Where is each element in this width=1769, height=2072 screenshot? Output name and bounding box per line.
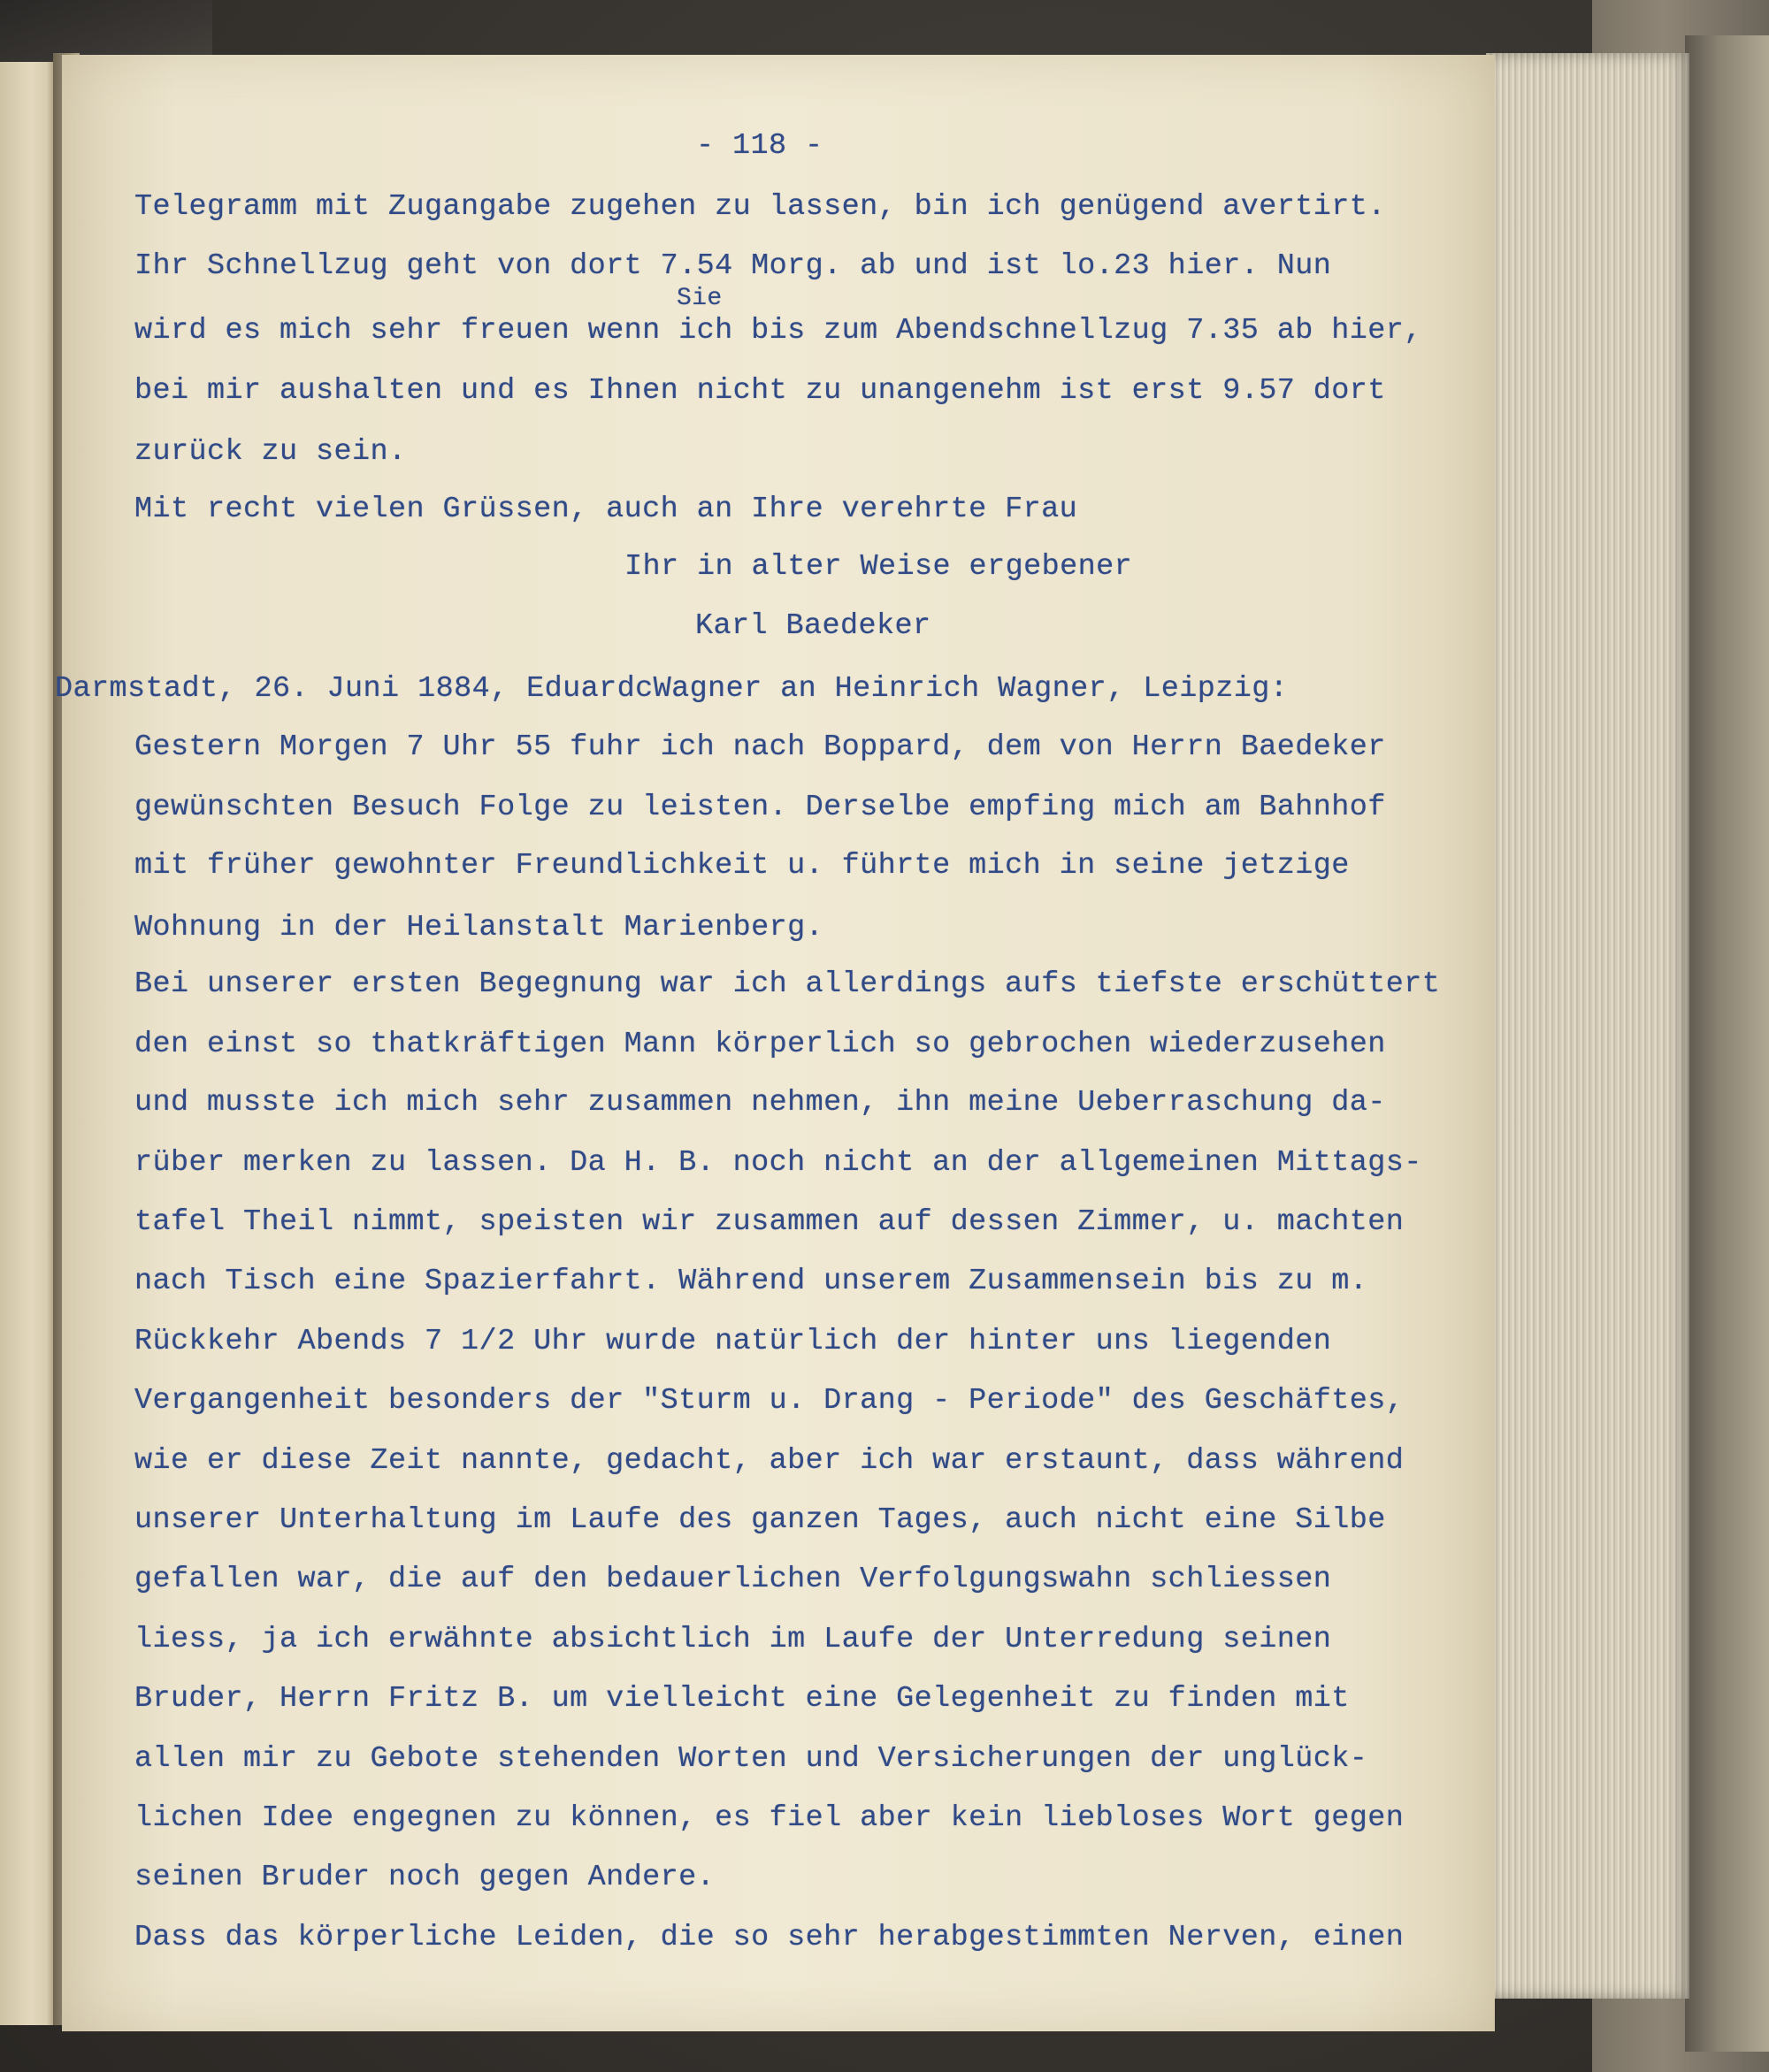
text-line: wird es mich sehr freuen wenn ich bis zum Abendschnellzug 7.35 ab hier,: [134, 314, 1422, 348]
text-line: liess, ja ich erwähnte absichtlich im Laufe der Unterredung seinen: [134, 1623, 1332, 1656]
text-line: Bruder, Herrn Fritz B. um vielleicht eine Gelegenheit zu finden mit: [134, 1682, 1350, 1716]
text-line: gefallen war, die auf den bedauerlichen Verfolgungswahn schliessen: [134, 1563, 1332, 1596]
text-line: lichen Idee engegnen zu können, es fiel aber kein liebloses Wort gegen: [134, 1801, 1405, 1835]
text-line: mit früher gewohnter Freundlichkeit u. führte mich in seine jetzige: [134, 849, 1350, 883]
text-line: seinen Bruder noch gegen Andere.: [134, 1861, 716, 1894]
text-line: bei mir aushalten und es Ihnen nicht zu unangenehm ist erst 9.57 dort: [134, 374, 1386, 408]
text-line: Bei unserer ersten Begegnung war ich allerdings aufs tiefste erschüttert: [134, 967, 1441, 1001]
text-line: Telegramm mit Zugangabe zugehen zu lassen, bin ich genügend avertirt.: [134, 190, 1386, 224]
text-line: Rückkehr Abends 7 1/2 Uhr wurde natürlich der hinter uns liegenden: [134, 1325, 1332, 1358]
text-line: tafel Theil nimmt, speisten wir zusammen auf dessen Zimmer, u. machten: [134, 1205, 1405, 1239]
text-line: Ihr Schnellzug geht von dort 7.54 Morg. ab und ist lo.23 hier. Nun: [134, 249, 1332, 283]
text-line: gewünschten Besuch Folge zu leisten. Derselbe empfing mich am Bahnhof: [134, 791, 1386, 824]
text-insertion: Sie: [677, 285, 723, 312]
text-line: Vergangenheit besonders der "Sturm u. Drang - Periode" des Geschäftes,: [134, 1384, 1405, 1418]
text-line: Gestern Morgen 7 Uhr 55 fuhr ich nach Boppard, dem von Herrn Baedeker: [134, 730, 1386, 764]
text-line: unserer Unterhaltung im Laufe des ganzen Tages, auch nicht eine Silbe: [134, 1503, 1386, 1537]
text-line: Wohnung in der Heilanstalt Marienberg.: [134, 911, 824, 944]
text-line: rüber merken zu lassen. Da H. B. noch nicht an der allgemeinen Mittags-: [134, 1146, 1422, 1180]
text-line: nach Tisch eine Spazierfahrt. Während unserem Zusammensein bis zu m.: [134, 1265, 1368, 1298]
text-line: Mit recht vielen Grüssen, auch an Ihre verehrte Frau: [134, 493, 1078, 526]
text-line: und musste ich mich sehr zusammen nehmen, ihn meine Ueberraschung da-: [134, 1086, 1386, 1120]
closing-line: Ihr in alter Weise ergebener: [624, 550, 1133, 584]
letter-heading: Darmstadt, 26. Juni 1884, EduardcWagner an Heinrich Wagner, Leipzig:: [55, 672, 1289, 706]
text-line: zurück zu sein.: [134, 435, 407, 469]
text-line: wie er diese Zeit nannte, gedacht, aber ich war erstaunt, dass während: [134, 1444, 1405, 1478]
signature-line: Karl Baedeker: [695, 609, 931, 643]
text-line: allen mir zu Gebote stehenden Worten und Versicherungen der unglück-: [134, 1742, 1368, 1776]
page-number: - 118 -: [696, 129, 823, 163]
text-line: Dass das körperliche Leiden, die so sehr herabgestimmten Nerven, einen: [134, 1921, 1405, 1954]
text-line: den einst so thatkräftigen Mann körperlich so gebrochen wiederzusehen: [134, 1028, 1386, 1061]
